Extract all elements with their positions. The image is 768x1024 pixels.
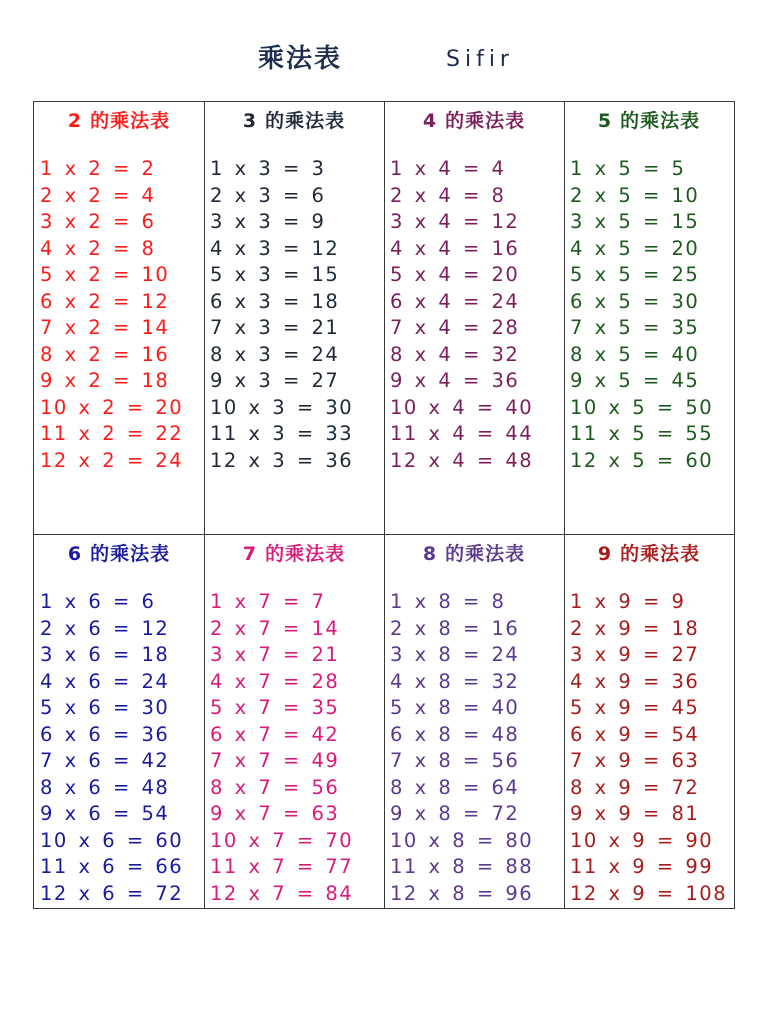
table-suffix: 的乘法表 [620, 110, 701, 132]
cell-title [384, 539, 564, 566]
equation-row: 11 x 8 = 88 [390, 855, 534, 878]
equation-row: 5 x 6 = 30 [40, 696, 170, 719]
equation-row: 11 x 2 = 22 [40, 422, 184, 445]
equation-row: 5 x 9 = 45 [570, 696, 700, 719]
table-number: 4 [422, 110, 438, 132]
equation-row: 3 x 8 = 24 [390, 643, 520, 666]
equation-row: 12 x 6 = 72 [40, 881, 184, 905]
row-list [210, 156, 353, 474]
table-number: 7 [242, 543, 258, 565]
equation-row: 10 x 9 = 90 [570, 828, 714, 852]
equation-row: 6 x 7 = 42 [210, 722, 340, 746]
row-list [390, 589, 533, 907]
equation-row: 4 x 3 = 12 [210, 236, 340, 260]
equation-row: 12 x 7 = 84 [210, 881, 354, 905]
equation-row: 2 x 5 = 10 [570, 183, 700, 207]
table-suffix: 的乘法表 [445, 543, 526, 565]
equation-row: 8 x 8 = 64 [390, 775, 520, 799]
equation-row: 3 x 5 = 15 [570, 210, 700, 233]
equation-row: 1 x 5 = 5 [570, 157, 686, 180]
cell-title [34, 106, 204, 133]
equation-row: 6 x 6 = 36 [40, 722, 170, 746]
equation-row: 9 x 8 = 72 [390, 802, 520, 825]
equation-row: 5 x 8 = 40 [390, 696, 520, 719]
page-title [0, 38, 768, 78]
equation-row: 10 x 5 = 50 [570, 395, 714, 419]
equation-row: 3 x 7 = 21 [210, 643, 340, 666]
equation-row: 8 x 7 = 56 [210, 775, 340, 799]
table-number: 8 [422, 543, 438, 565]
equation-row: 7 x 5 = 35 [570, 316, 700, 339]
equation-row: 9 x 2 = 18 [40, 369, 170, 392]
equation-row: 7 x 9 = 63 [570, 749, 700, 772]
equation-row: 2 x 2 = 4 [40, 183, 156, 207]
equation-row: 2 x 4 = 8 [390, 183, 506, 207]
equation-row: 7 x 2 = 14 [40, 316, 170, 339]
title-chinese: 乘法表 [258, 44, 343, 74]
equation-row: 1 x 2 = 2 [40, 157, 156, 180]
equation-row: 7 x 3 = 21 [210, 316, 340, 339]
equation-row: 3 x 6 = 18 [40, 643, 170, 666]
table-suffix: 的乘法表 [265, 543, 346, 565]
cell-title [564, 539, 734, 566]
equation-row: 6 x 3 = 18 [210, 289, 340, 313]
row-list [570, 589, 727, 907]
equation-row: 7 x 6 = 42 [40, 749, 170, 772]
table-cell-4 [384, 102, 564, 534]
table-number: 2 [67, 110, 83, 132]
equation-row: 5 x 7 = 35 [210, 696, 340, 719]
equation-row: 9 x 5 = 45 [570, 369, 700, 392]
equation-row: 10 x 8 = 80 [390, 828, 534, 852]
equation-row: 2 x 9 = 18 [570, 616, 700, 640]
table-suffix: 的乘法表 [445, 110, 526, 132]
equation-row: 11 x 7 = 77 [210, 855, 354, 878]
equation-row: 4 x 2 = 8 [40, 236, 156, 260]
table-number: 6 [67, 543, 83, 565]
cell-title [564, 106, 734, 133]
equation-row: 10 x 7 = 70 [210, 828, 354, 852]
equation-row: 4 x 7 = 28 [210, 669, 340, 693]
equation-row: 8 x 4 = 32 [390, 342, 520, 366]
row-list [570, 156, 713, 474]
equation-row: 11 x 3 = 33 [210, 422, 354, 445]
equation-row: 4 x 4 = 16 [390, 236, 520, 260]
equation-row: 12 x 3 = 36 [210, 448, 354, 472]
equation-row: 12 x 9 = 108 [570, 881, 728, 905]
equation-row: 12 x 8 = 96 [390, 881, 534, 905]
equation-row: 8 x 2 = 16 [40, 342, 170, 366]
table-cell-6 [34, 535, 204, 908]
equation-row: 2 x 8 = 16 [390, 616, 520, 640]
equation-row: 8 x 6 = 48 [40, 775, 170, 799]
table-suffix: 的乘法表 [265, 110, 346, 132]
equation-row: 1 x 7 = 7 [210, 590, 326, 613]
equation-row: 11 x 9 = 99 [570, 855, 714, 878]
table-suffix: 的乘法表 [620, 543, 701, 565]
cell-title [34, 539, 204, 566]
equation-row: 7 x 8 = 56 [390, 749, 520, 772]
cell-title [384, 106, 564, 133]
equation-row: 8 x 5 = 40 [570, 342, 700, 366]
row-list [210, 589, 353, 907]
equation-row: 12 x 4 = 48 [390, 448, 534, 472]
multiplication-grid [33, 101, 735, 909]
equation-row: 5 x 4 = 20 [390, 263, 520, 286]
table-cell-7 [204, 535, 384, 908]
equation-row: 1 x 9 = 9 [570, 590, 686, 613]
equation-row: 2 x 6 = 12 [40, 616, 170, 640]
equation-row: 5 x 2 = 10 [40, 263, 170, 286]
equation-row: 5 x 3 = 15 [210, 263, 340, 286]
row-list [390, 156, 533, 474]
equation-row: 1 x 6 = 6 [40, 590, 156, 613]
equation-row: 9 x 6 = 54 [40, 802, 170, 825]
table-suffix: 的乘法表 [90, 543, 171, 565]
table-cell-5 [564, 102, 734, 534]
equation-row: 11 x 5 = 55 [570, 422, 714, 445]
table-cell-9 [564, 535, 734, 908]
row-list [40, 156, 183, 474]
table-number: 5 [597, 110, 613, 132]
equation-row: 7 x 7 = 49 [210, 749, 340, 772]
equation-row: 3 x 4 = 12 [390, 210, 520, 233]
table-number: 9 [597, 543, 613, 565]
equation-row: 11 x 6 = 66 [40, 855, 184, 878]
table-cell-3 [204, 102, 384, 534]
cell-title [204, 106, 384, 133]
equation-row: 2 x 3 = 6 [210, 183, 326, 207]
equation-row: 1 x 4 = 4 [390, 157, 506, 180]
equation-row: 3 x 3 = 9 [210, 210, 326, 233]
equation-row: 11 x 4 = 44 [390, 422, 534, 445]
row-list [40, 589, 183, 907]
equation-row: 10 x 4 = 40 [390, 395, 534, 419]
equation-row: 6 x 4 = 24 [390, 289, 520, 313]
equation-row: 9 x 3 = 27 [210, 369, 340, 392]
equation-row: 1 x 8 = 8 [390, 590, 506, 613]
equation-row: 12 x 2 = 24 [40, 448, 184, 472]
equation-row: 4 x 5 = 20 [570, 236, 700, 260]
equation-row: 9 x 4 = 36 [390, 369, 520, 392]
equation-row: 4 x 9 = 36 [570, 669, 700, 693]
equation-row: 2 x 7 = 14 [210, 616, 340, 640]
equation-row: 1 x 3 = 3 [210, 157, 326, 180]
equation-row: 8 x 3 = 24 [210, 342, 340, 366]
table-suffix: 的乘法表 [90, 110, 171, 132]
equation-row: 12 x 5 = 60 [570, 448, 714, 472]
equation-row: 9 x 7 = 63 [210, 802, 340, 825]
equation-row: 10 x 3 = 30 [210, 395, 354, 419]
equation-row: 9 x 9 = 81 [570, 802, 700, 825]
equation-row: 6 x 8 = 48 [390, 722, 520, 746]
equation-row: 3 x 2 = 6 [40, 210, 156, 233]
equation-row: 6 x 2 = 12 [40, 289, 170, 313]
equation-row: 4 x 8 = 32 [390, 669, 520, 693]
equation-row: 6 x 5 = 30 [570, 289, 700, 313]
table-number: 3 [242, 110, 258, 132]
equation-row: 10 x 6 = 60 [40, 828, 184, 852]
equation-row: 5 x 5 = 25 [570, 263, 700, 286]
equation-row: 6 x 9 = 54 [570, 722, 700, 746]
cell-title [204, 539, 384, 566]
equation-row: 7 x 4 = 28 [390, 316, 520, 339]
table-cell-2 [34, 102, 204, 534]
table-cell-8 [384, 535, 564, 908]
equation-row: 10 x 2 = 20 [40, 395, 184, 419]
equation-row: 4 x 6 = 24 [40, 669, 170, 693]
equation-row: 8 x 9 = 72 [570, 775, 700, 799]
equation-row: 3 x 9 = 27 [570, 643, 700, 666]
title-malay: Sifir [446, 47, 514, 72]
